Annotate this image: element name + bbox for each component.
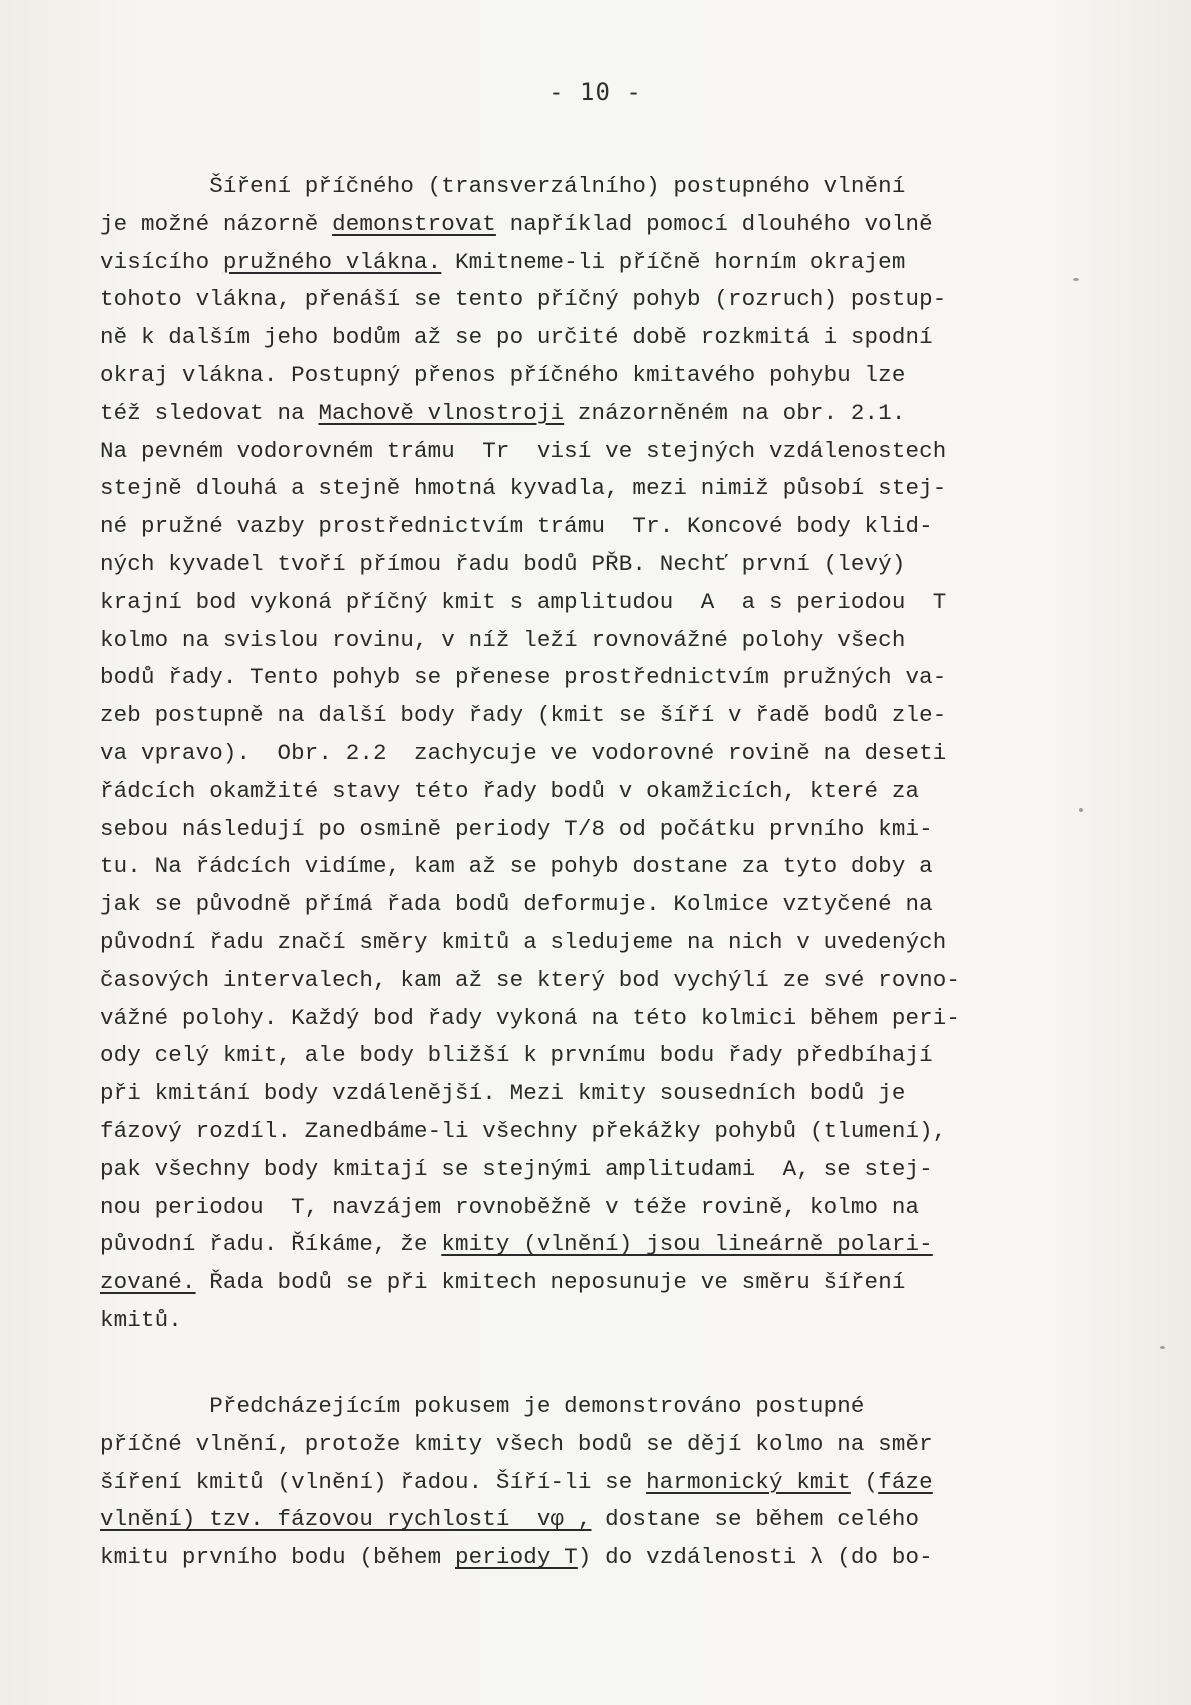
text-run: ody celý kmit, ale body bližší k prvnímu bodu řady předbíhají xyxy=(100,1042,933,1069)
underlined-term: pružného vlákna. xyxy=(222,248,442,275)
text-run: časových intervalech, kam až se který bod vychýlí ze své rovno- xyxy=(100,966,961,993)
text-line xyxy=(100,1264,1110,1302)
text-run: šíření kmitů (vlnění) řadou. Šíří-li se xyxy=(100,1468,647,1495)
text-run: ) do vzdálenosti λ (do bo- xyxy=(577,1544,933,1571)
text-line xyxy=(100,546,1110,584)
text-run: stejně dlouhá a stejně hmotná kyvadla, mezi nimiž působí stej- xyxy=(100,475,947,502)
text-run: pak všechny body kmitají se stejnými amplitudami A, se stej- xyxy=(100,1155,933,1182)
text-line xyxy=(100,1189,1110,1227)
underlined-term: periody T xyxy=(454,1544,578,1571)
text-run: při kmitání body vzdálenější. Mezi kmity sousedních bodů je xyxy=(100,1080,906,1107)
text-run: nou periodou T, navzájem rovnoběžně v téže rovině, kolmo na xyxy=(100,1193,920,1220)
paper-speck xyxy=(1073,278,1079,281)
text-run: bodů řady. Tento pohyb se přenese prostřednictvím pružných va- xyxy=(100,664,947,691)
text-run: vážné polohy. Každý bod řady vykoná na této kolmici během peri- xyxy=(100,1004,961,1031)
text-line xyxy=(100,433,1110,471)
paper-speck xyxy=(1160,1346,1165,1349)
text-line xyxy=(100,659,1110,697)
underlined-term: fáze xyxy=(878,1468,933,1495)
text-run: ( xyxy=(850,1468,879,1495)
text-line xyxy=(100,697,1110,735)
paragraph-1 xyxy=(100,168,1110,1340)
text-line xyxy=(100,1501,1110,1539)
text-run: Předcházejícím pokusem je demonstrováno postupné xyxy=(100,1393,865,1419)
text-line xyxy=(100,622,1110,660)
text-run: dostane se během celého xyxy=(591,1506,920,1533)
text-line xyxy=(100,735,1110,773)
text-run: řádcích okamžité stavy této řady bodů v okamžicích, které za xyxy=(100,777,920,804)
text-run: tohoto vlákna, přenáší se tento příčný pohyb (rozruch) postup- xyxy=(100,286,947,313)
underlined-term: zované. xyxy=(100,1269,196,1296)
text-line xyxy=(100,281,1110,319)
text-run: původní řadu značí směry kmitů a sledujeme na nich v uvedených xyxy=(100,928,947,955)
text-line xyxy=(100,168,1110,206)
text-line xyxy=(100,1151,1110,1189)
text-line xyxy=(100,811,1110,849)
text-run: kmitu prvního bodu (během xyxy=(100,1544,455,1571)
underlined-term: kmity (vlnění) jsou lineárně polari- xyxy=(441,1231,933,1258)
text-line xyxy=(100,1113,1110,1151)
underlined-term: Machově vlnostroji xyxy=(318,399,565,426)
text-run: příčné vlnění, protože kmity všech bodů se dějí kolmo na směr xyxy=(100,1430,933,1457)
text-run: například pomocí dlouhého volně xyxy=(495,210,933,237)
text-run: va vpravo). Obr. 2.2 zachycuje ve vodorovné rovině na deseti xyxy=(100,739,947,766)
text-run: tu. Na řádcích vidíme, kam až se pohyb dostane za tyto doby a xyxy=(100,853,933,880)
text-run: též sledovat na xyxy=(100,399,319,426)
text-line xyxy=(100,848,1110,886)
text-run: fázový rozdíl. Zanedbáme-li všechny překážky pohybů (tlumení), xyxy=(100,1117,947,1144)
underlined-term: harmonický kmit xyxy=(646,1468,851,1495)
text-line xyxy=(100,470,1110,508)
underlined-term: demonstrovat xyxy=(332,210,496,237)
paper-speck xyxy=(1079,808,1083,812)
text-run: kolmo na svislou rovinu, v níž leží rovnovážné polohy všech xyxy=(100,626,906,653)
page-number: - 10 - xyxy=(549,78,642,106)
text-run: zeb postupně na další body řady (kmit se šíří v řadě bodů zle- xyxy=(100,702,947,729)
text-run: jak se původně přímá řada bodů deformuje. Kolmice vztyčené na xyxy=(100,891,933,918)
text-line xyxy=(100,1302,1110,1340)
text-run: kmitů. xyxy=(100,1306,182,1333)
text-line xyxy=(100,357,1110,395)
text-line xyxy=(100,1075,1110,1113)
text-line xyxy=(100,1000,1110,1038)
text-run: původní řadu. Říkáme, že xyxy=(100,1231,442,1258)
text-run: sebou následují po osmině periody T/8 od počátku prvního kmi- xyxy=(100,815,933,842)
text-run: je možné názorně xyxy=(100,210,333,237)
text-line xyxy=(100,962,1110,1000)
text-run: okraj vlákna. Postupný přenos příčného kmitavého pohybu lze xyxy=(100,361,906,388)
text-line xyxy=(100,773,1110,811)
text-run: Řada bodů se při kmitech neposunuje ve směru šíření xyxy=(195,1269,906,1296)
text-run: ně k dalším jeho bodům až se po určité době rozkmitá i spodní xyxy=(100,324,933,351)
text-run: né pružné vazby prostřednictvím trámu Tr. Koncové body klid- xyxy=(100,513,933,540)
text-line xyxy=(100,395,1110,433)
text-run: krajní bod vykoná příčný kmit s amplitudou A a s periodou T xyxy=(100,588,947,615)
text-line xyxy=(100,1464,1110,1502)
text-line xyxy=(100,1226,1110,1264)
text-run: ných kyvadel tvoří přímou řadu bodů PŘB. Nechť první (levý) xyxy=(100,550,906,577)
text-line xyxy=(100,319,1110,357)
paragraph-2 xyxy=(100,1388,1110,1577)
text-run: Na pevném vodorovném trámu Tr visí ve stejných vzdálenostech xyxy=(100,437,947,464)
underlined-term: vlnění) tzv. fázovou rychlostí vφ , xyxy=(100,1506,592,1533)
text-line xyxy=(100,244,1110,282)
text-line xyxy=(100,584,1110,622)
text-line xyxy=(100,206,1110,244)
text-line xyxy=(100,1388,1110,1426)
text-run: visícího xyxy=(100,248,223,275)
text-line xyxy=(100,924,1110,962)
text-line xyxy=(100,1037,1110,1075)
text-line xyxy=(100,508,1110,546)
text-line xyxy=(100,1539,1110,1577)
text-run: Kmitneme-li příčně horním okrajem xyxy=(441,248,906,275)
text-line xyxy=(100,1426,1110,1464)
text-line xyxy=(100,886,1110,924)
text-run: Šíření příčného (transverzálního) postupného vlnění xyxy=(100,173,906,199)
text-run: znázorněném na obr. 2.1. xyxy=(564,399,906,426)
